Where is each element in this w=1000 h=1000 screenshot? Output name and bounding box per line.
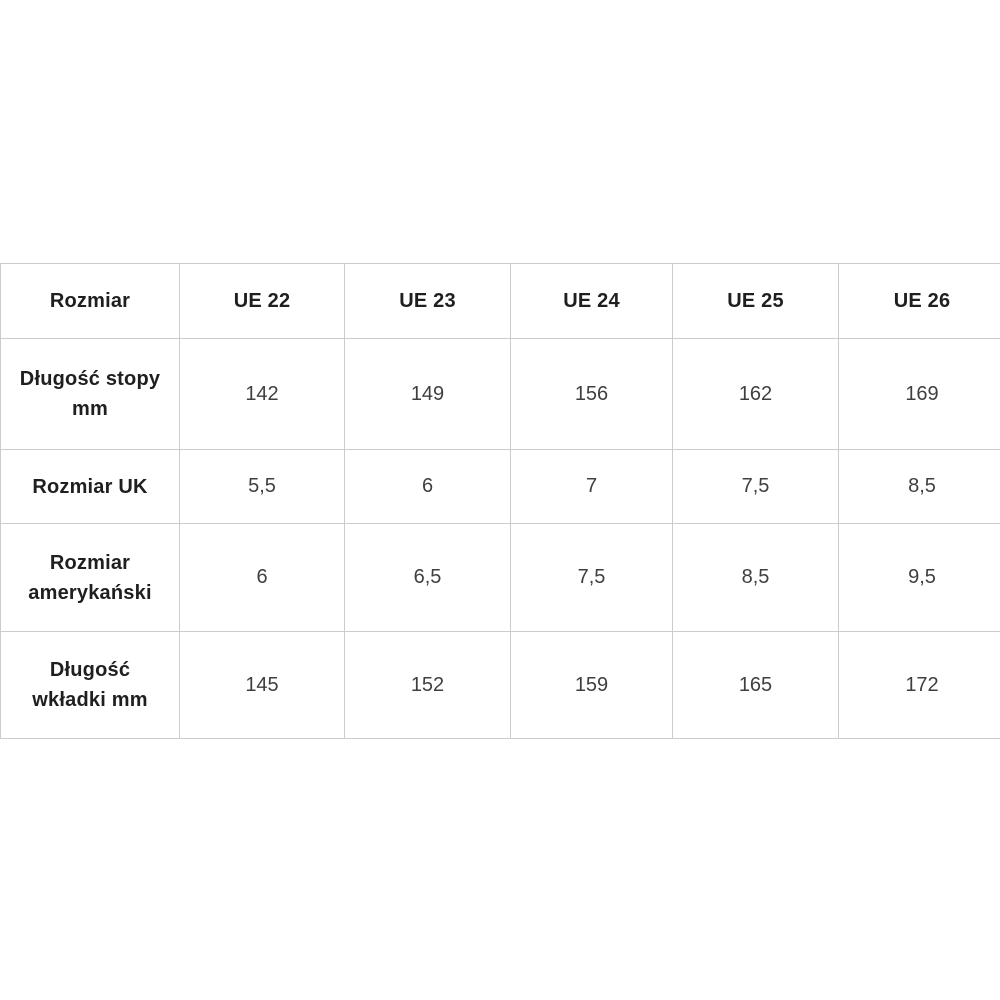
cell-us-size-ue26: 9,5 bbox=[839, 524, 1000, 632]
row-label-foot-length: Długość stopy mm bbox=[1, 339, 180, 450]
table-row-foot-length bbox=[1, 339, 1000, 450]
cell-foot-length-ue26: 169 bbox=[839, 339, 1000, 450]
cell-insole-length-ue22: 145 bbox=[180, 632, 345, 739]
cell-foot-length-ue22: 142 bbox=[180, 339, 345, 450]
cell-foot-length-ue25: 162 bbox=[673, 339, 839, 450]
header-cell-ue26: UE 26 bbox=[839, 264, 1000, 339]
cell-foot-length-ue24: 156 bbox=[511, 339, 673, 450]
header-cell-ue24: UE 24 bbox=[511, 264, 673, 339]
table-row-us-size bbox=[1, 524, 1000, 632]
table-row-uk-size bbox=[1, 450, 1000, 524]
cell-uk-size-ue24: 7 bbox=[511, 450, 673, 524]
header-cell-ue22: UE 22 bbox=[180, 264, 345, 339]
size-table bbox=[0, 263, 1000, 739]
cell-insole-length-ue25: 165 bbox=[673, 632, 839, 739]
cell-insole-length-ue24: 159 bbox=[511, 632, 673, 739]
header-cell-rozmiar: Rozmiar bbox=[1, 264, 180, 339]
cell-uk-size-ue26: 8,5 bbox=[839, 450, 1000, 524]
header-cell-ue23: UE 23 bbox=[345, 264, 511, 339]
row-label-insole-length: Długość wkładki mm bbox=[1, 632, 180, 739]
cell-insole-length-ue26: 172 bbox=[839, 632, 1000, 739]
header-cell-ue25: UE 25 bbox=[673, 264, 839, 339]
cell-us-size-ue24: 7,5 bbox=[511, 524, 673, 632]
cell-us-size-ue23: 6,5 bbox=[345, 524, 511, 632]
cell-uk-size-ue25: 7,5 bbox=[673, 450, 839, 524]
row-label-us-size: Rozmiar amerykański bbox=[1, 524, 180, 632]
cell-insole-length-ue23: 152 bbox=[345, 632, 511, 739]
table-row-insole-length bbox=[1, 632, 1000, 739]
cell-us-size-ue22: 6 bbox=[180, 524, 345, 632]
cell-us-size-ue25: 8,5 bbox=[673, 524, 839, 632]
cell-uk-size-ue22: 5,5 bbox=[180, 450, 345, 524]
header-row bbox=[1, 264, 1000, 339]
cell-foot-length-ue23: 149 bbox=[345, 339, 511, 450]
row-label-uk-size: Rozmiar UK bbox=[1, 450, 180, 524]
size-table-container bbox=[0, 263, 1000, 739]
cell-uk-size-ue23: 6 bbox=[345, 450, 511, 524]
